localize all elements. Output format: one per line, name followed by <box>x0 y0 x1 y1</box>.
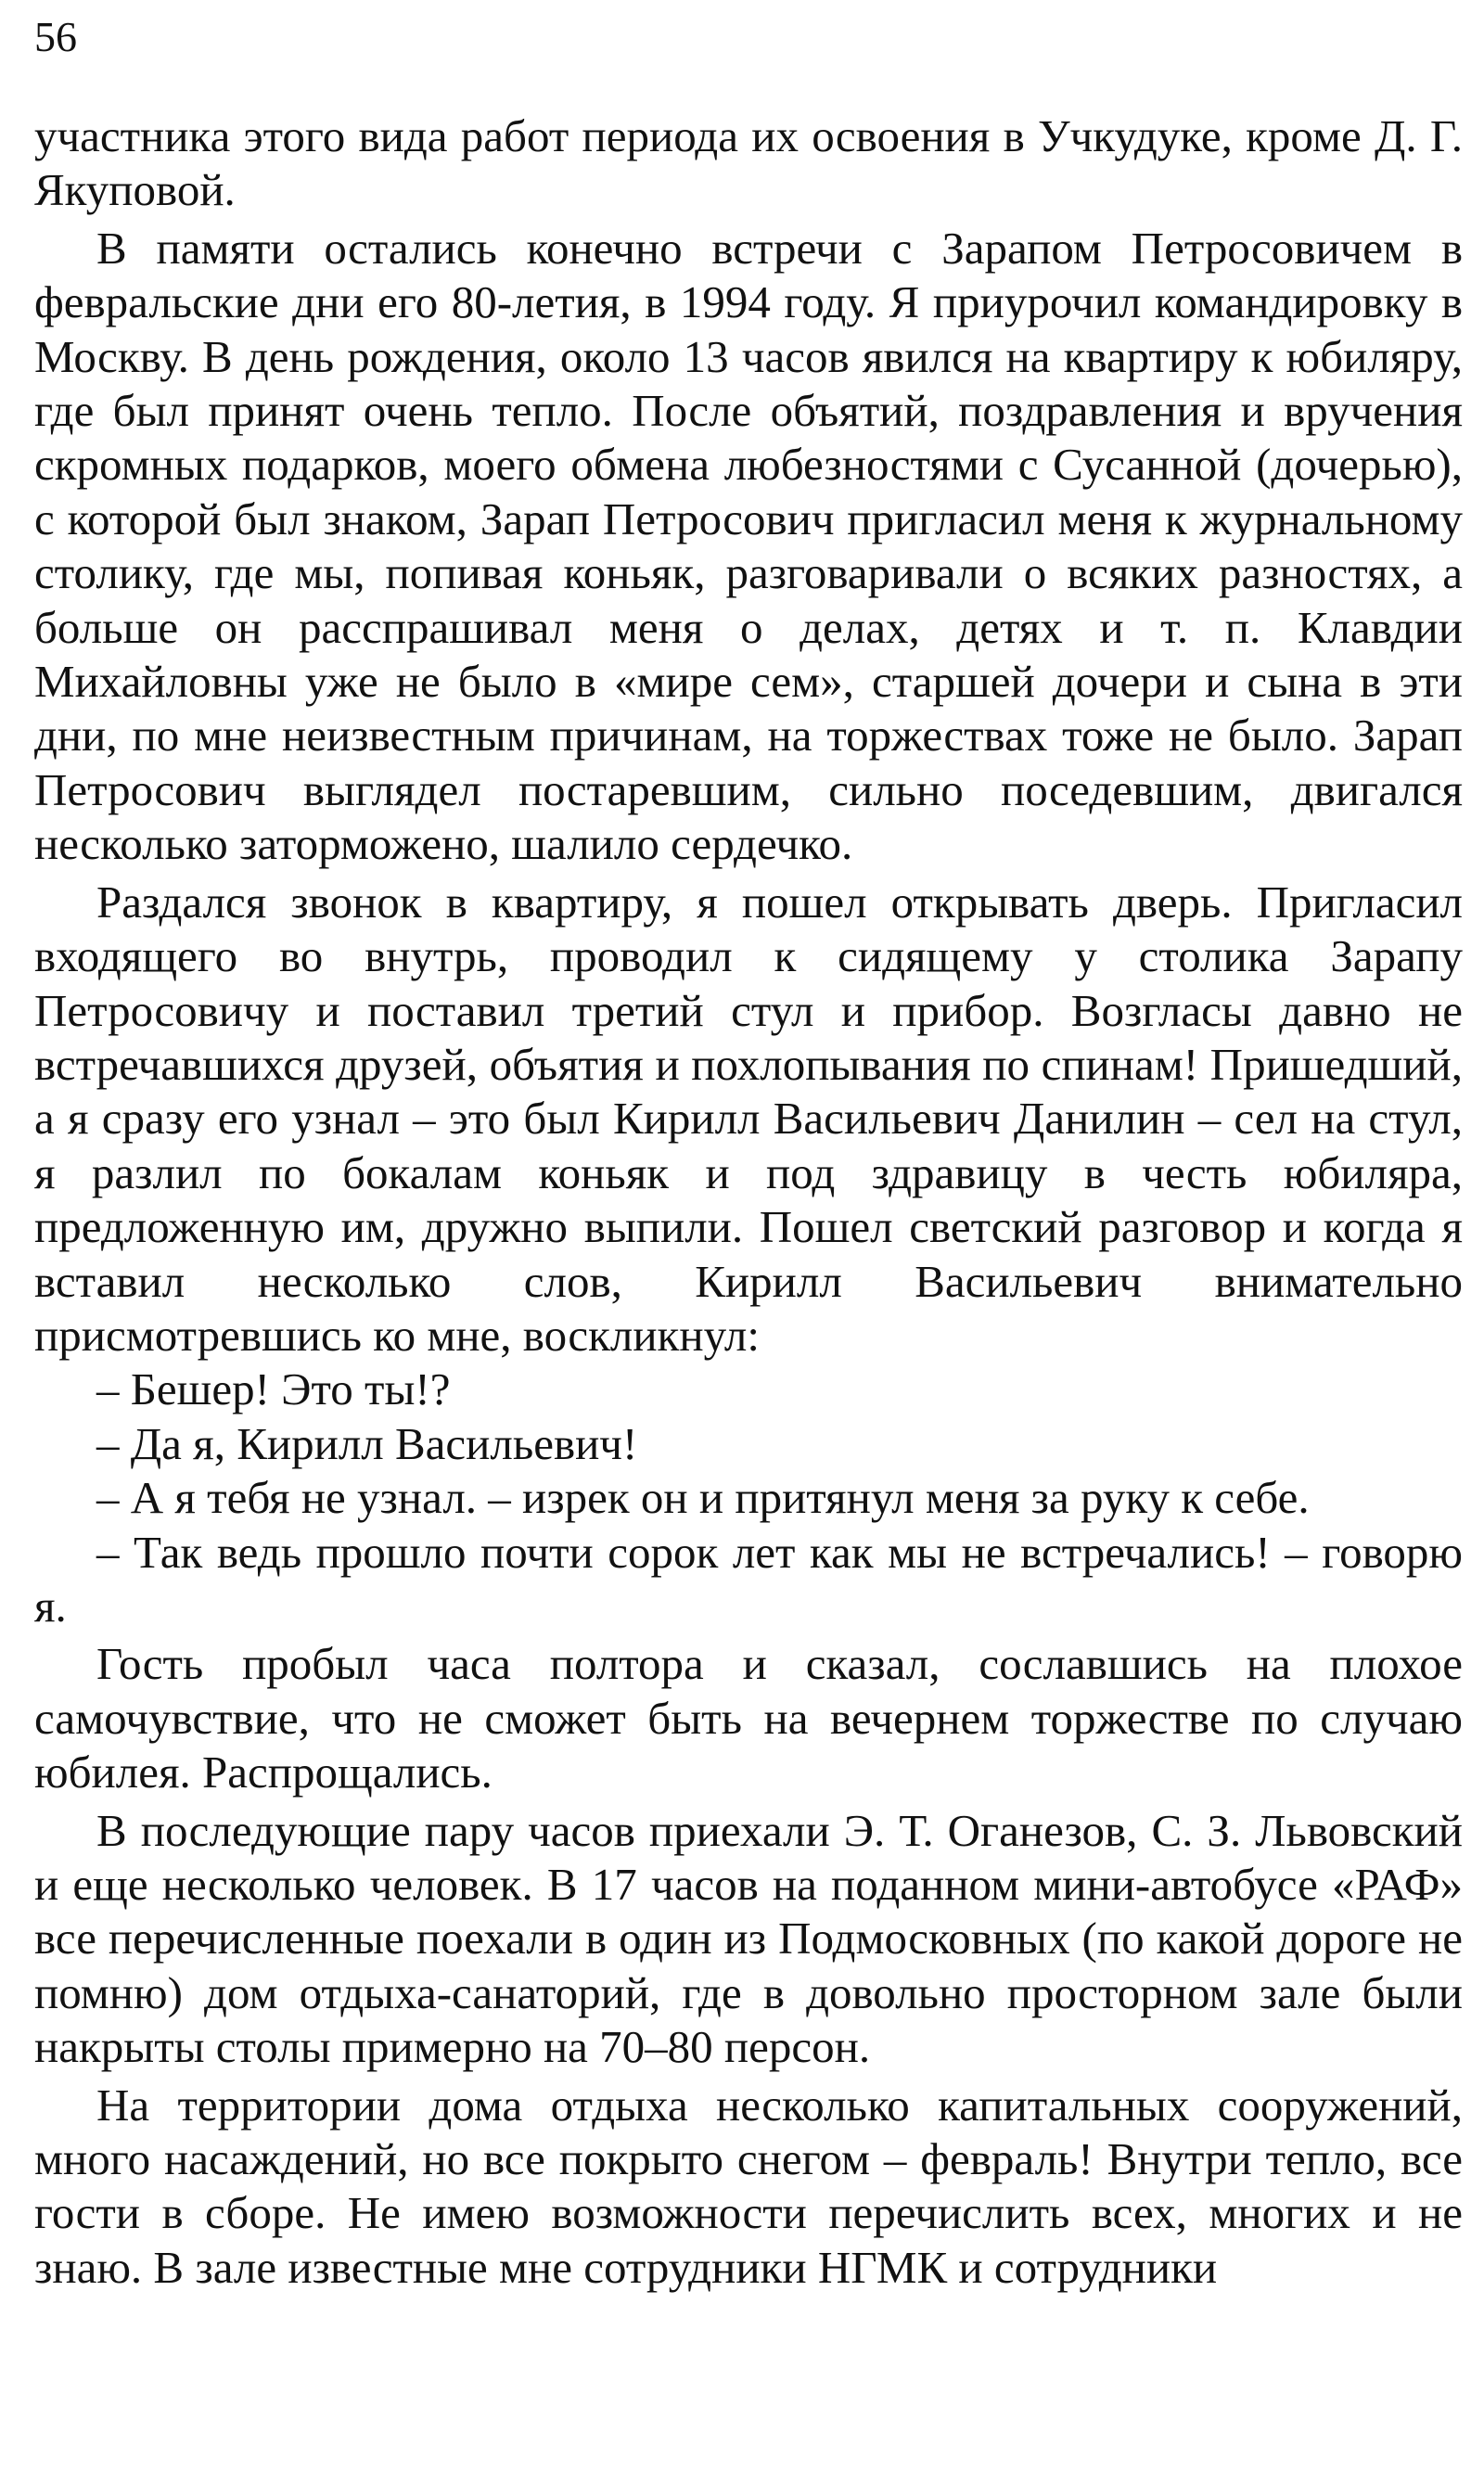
book-page <box>34 0 1463 2483</box>
dialogue-line: – А я тебя не узнал. – изрек он и притянул меня за руку к себе. <box>96 1472 1310 1524</box>
dialogue-line: – Бешер! Это ты!? <box>96 1363 451 1415</box>
paragraph-doorbell: Раздался звонок в квартиру, я пошел открывать дверь. Пригласил входящего во внутрь, проводил к сидящему у столика Зарапу Петросовичу и поставил третий стул и прибор. Возгласы давно не встречавшихся друзей, объятия и похлопывания по спинам! Пришедший, а я сразу его узнал – это был Кирилл Васильевич Данилин – сел на стул, я разлил по бокалам коньяк и под здравицу в честь юбиляра, предложенную им, дружно выпили. Пошел светский разговор и когда я вставил несколько слов, Кирилл Васильевич внимательно присмотревшись ко мне, воскликнул: <box>34 876 1463 1361</box>
body-text <box>34 109 1463 2295</box>
paragraph-rest-house: На территории дома отдыха несколько капитальных сооружений, много насаждений, но все покрыто снегом – февраль! Внутри тепло, все гости в сборе. Не имею возможности перечислить всех, многих и не знаю. В зале известные мне сотрудники НГМК и сотрудники <box>34 2079 1463 2293</box>
paragraph-meeting-memory: В памяти остались конечно встречи с Зарапом Петросовичем в февральские дни его 80-летия, в 1994 году. Я приурочил командировку в Москву. В день рождения, около 13 часов явился на квартиру к юбиляру, где был принят очень тепло. После объятий, поздравления и вручения скромных подарков, моего обмена любезностями с Сусанной (дочерью), с которой был знаком, Зарап Петросович пригласил меня к журнальному столику, где мы, попивая коньяк, разговаривали о всяких разностях, а больше он расспрашивал меня о делах, детях и т. п. Клавдии Михайловны уже не было в «мире сем», старшей дочери и сына в эти дни, по мне неизвестным причинам, на торжествах тоже не было. Зарап Петросович выглядел постаревшим, сильно поседевшим, двигался несколько заторможено, шалило сердечко. <box>34 222 1463 870</box>
dialogue-line: – Да я, Кирилл Васильевич! <box>96 1417 638 1469</box>
paragraph-guest-leaves: Гость пробыл часа полтора и сказал, сославшись на плохое самочувствие, что не сможет быть на вечернем торжестве по случаю юбилея. Распрощались. <box>34 1638 1463 1798</box>
page-number: 56 <box>34 13 77 60</box>
paragraph-arrivals: В последующие пару часов приехали Э. Т. Оганезов, С. З. Львовский и еще несколько человек. В 17 часов на поданном мини-автобусе «РАФ» все перечисленные поехали в один из Подмосковных (по какой дороге не помню) дом отдыха-санаторий, где в довольно просторном зале были накрыты столы примерно на 70–80 персон. <box>34 1804 1463 2073</box>
dialogue-line: – Так ведь прошло почти сорок лет как мы не встречались! – говорю я. <box>34 1526 1463 1632</box>
paragraph-continuation: участника этого вида работ периода их освоения в Учкудуке, кроме Д. Г. Якуповой. <box>34 110 1463 216</box>
